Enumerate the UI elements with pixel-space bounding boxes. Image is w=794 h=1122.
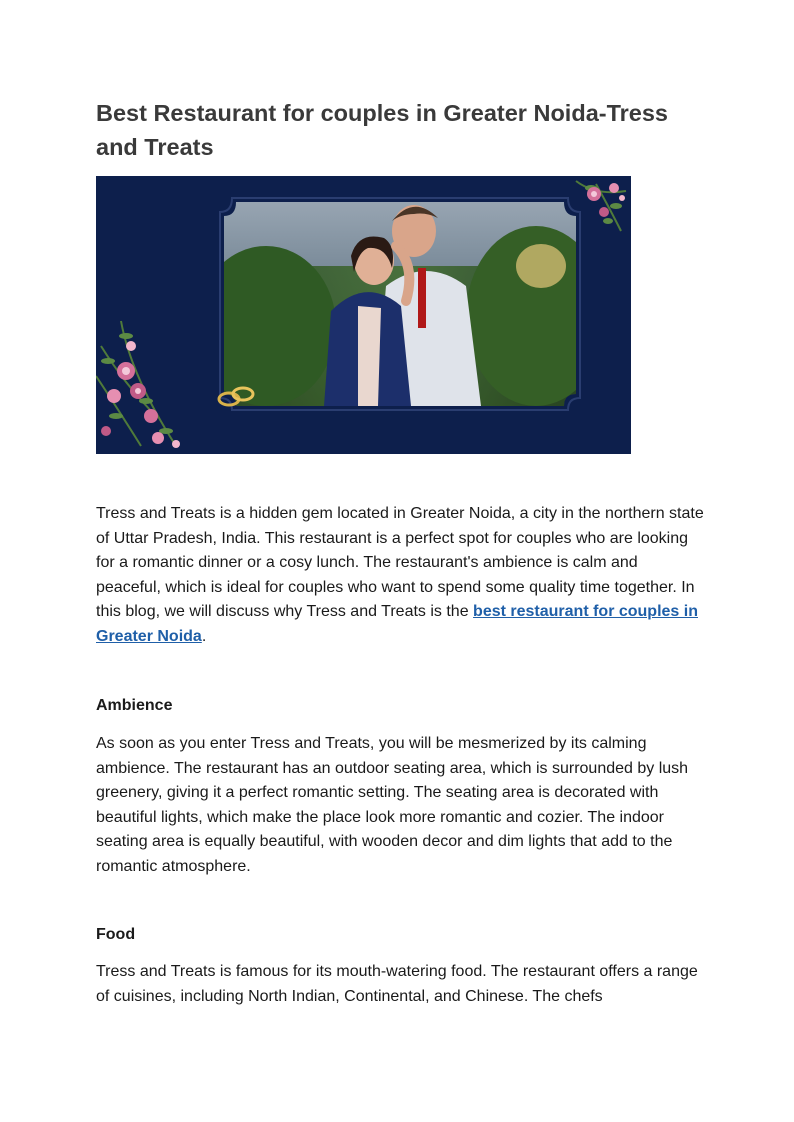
section-heading-ambience: Ambience	[96, 697, 173, 714]
intro-text-end: .	[201, 627, 207, 645]
section-heading-food: Food	[96, 926, 136, 943]
food-paragraph: Tress and Treats is famous for its mouth-watering food. The restaurant offers a range of cuisines, including North Indian, Continental, and Chinese. The chefs	[96, 963, 698, 1005]
ambience-paragraph: As soon as you enter Tress and Treats, you will be mesmerized by its calming ambience. The restaurant has an outdoor seating area, which is surrounded by lush greenery, giving it a perfect romantic setting. The seating area is decorated with beautiful lights, which make the place look more romantic and cozier. The indoor seating area is equally beautiful, with wooden decor and dim lights that add to the romantic atmosphere.	[96, 735, 689, 875]
hero-image	[96, 176, 631, 454]
intro-text: Tress and Treats is a hidden gem located in Greater Noida, a city in the northern state of Uttar Pradesh, India. This restaurant is a perfect spot for couples who are looking for a romantic dinner or a cosy lunch. The restaurant's ambience is calm and peaceful, which is ideal for couples who want to spend some quality time together. In this blog, we will discuss why Tress and Treats is the	[96, 505, 704, 620]
intro-paragraph	[96, 502, 706, 649]
couple-photo	[196, 196, 606, 416]
page-title: Best Restaurant for couples in Greater Noida-Tress and Treats	[96, 100, 668, 160]
best-restaurant-link[interactable]: best restaurant for couples in Greater Noida	[96, 603, 698, 645]
